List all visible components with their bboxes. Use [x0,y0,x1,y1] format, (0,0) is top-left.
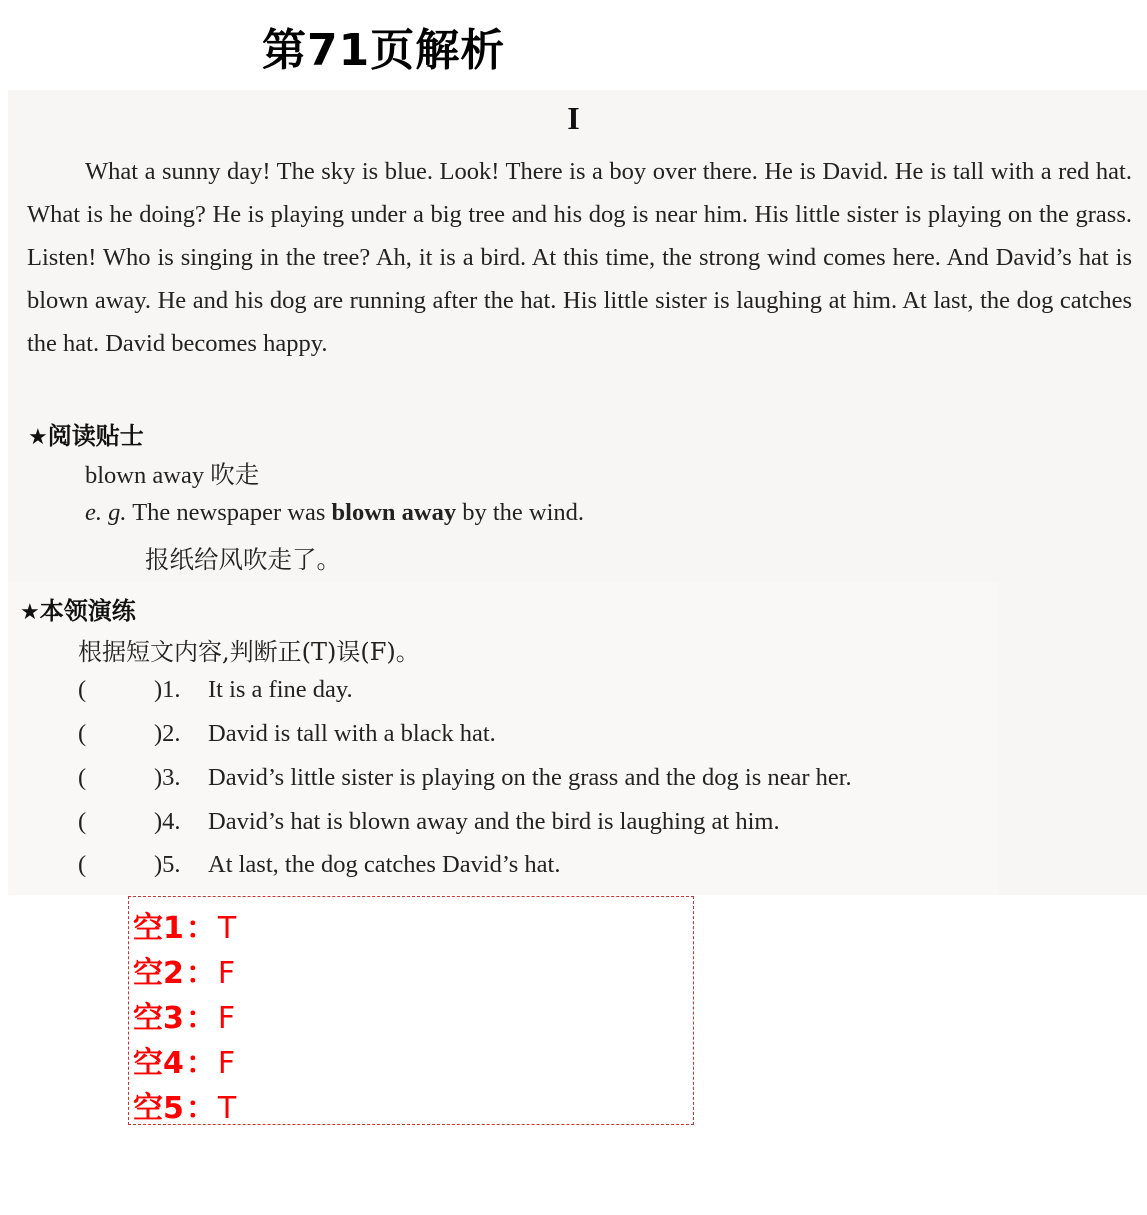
question-item [78,851,560,879]
answer-item [133,993,235,1037]
answer-value: F [217,1001,236,1036]
answer-value: T [217,911,237,946]
answer-separator: ： [185,911,216,946]
answer-label: 空4 [133,1046,184,1081]
reading-tips-title: 阅读贴士 [47,422,144,450]
page-title: 第71页解析 [262,25,506,76]
question-number: )1. [154,676,181,703]
answer-separator: ： [185,956,216,991]
practice-title: 本领演练 [39,597,136,625]
example-before: The newspaper was [132,499,326,526]
reading-passage: What a sunny day! The sky is blue. Look! There is a boy over there. He is David. He is tall with a red hat. What is he doing? He is playing under a big tree and his dog is near him. His little sister is playing on the grass. Listen! Who is singing in the tree? Ah, it is a bird. At this time, the strong wind comes here. And David’s hat is blown away. He and his dog are running after the hat. His little sister is laughing at him. At last, the dog catches the hat. David becomes happy. [27,158,1132,357]
question-text: David is tall with a black hat. [208,720,496,747]
answer-blank: ( [78,720,87,747]
practice-heading [20,591,136,626]
answer-separator: ： [185,1001,216,1036]
question-item [78,720,496,748]
answer-item [133,1083,236,1127]
example-bold: blown away [331,499,457,526]
answer-box [128,896,694,1125]
tip-phrase: blown away [85,462,205,489]
answer-value: F [217,1046,236,1081]
answer-label: 空3 [133,1001,184,1036]
answer-separator: ： [185,1046,216,1081]
answer-blank: ( [78,764,87,791]
star-icon: ★ [20,600,40,625]
question-number: )3. [154,764,181,791]
question-item [78,808,780,836]
answer-item [133,948,235,992]
reading-tips-heading [28,416,144,451]
answer-label: 空1 [133,911,184,946]
answer-blank: ( [78,676,87,703]
answer-value: F [217,956,236,991]
answer-blank: ( [78,808,87,835]
answer-blank: ( [78,851,87,878]
question-item [78,764,852,792]
tip-example-line [85,499,584,527]
example-translation: 报纸给风吹走了。 [145,545,341,574]
star-icon: ★ [28,425,48,450]
answer-item [133,1038,235,1082]
question-text: David’s little sister is playing on the grass and the dog is near her. [208,764,852,791]
question-text: It is a fine day. [208,676,353,703]
question-item [78,676,353,704]
section-number: I [567,100,580,136]
question-number: )5. [154,851,181,878]
question-text: At last, the dog catches David’s hat. [208,851,561,878]
tip-example-translation-line [145,541,341,576]
question-text: David’s hat is blown away and the bird is laughing at him. [208,808,780,835]
question-number: )4. [154,808,181,835]
answer-value: T [217,1091,237,1126]
answer-item [133,903,236,947]
answer-label: 空5 [133,1091,184,1126]
tip-phrase-translation: 吹走 [210,460,260,489]
answer-separator: ： [185,1091,216,1126]
example-after: by the wind. [462,499,585,526]
question-number: )2. [154,720,181,747]
practice-instruction: 根据短文内容,判断正(T)误(F)。 [78,638,420,666]
example-prefix: e. g. [85,499,127,526]
tip-phrase-line [85,456,259,491]
answer-label: 空2 [133,956,184,991]
